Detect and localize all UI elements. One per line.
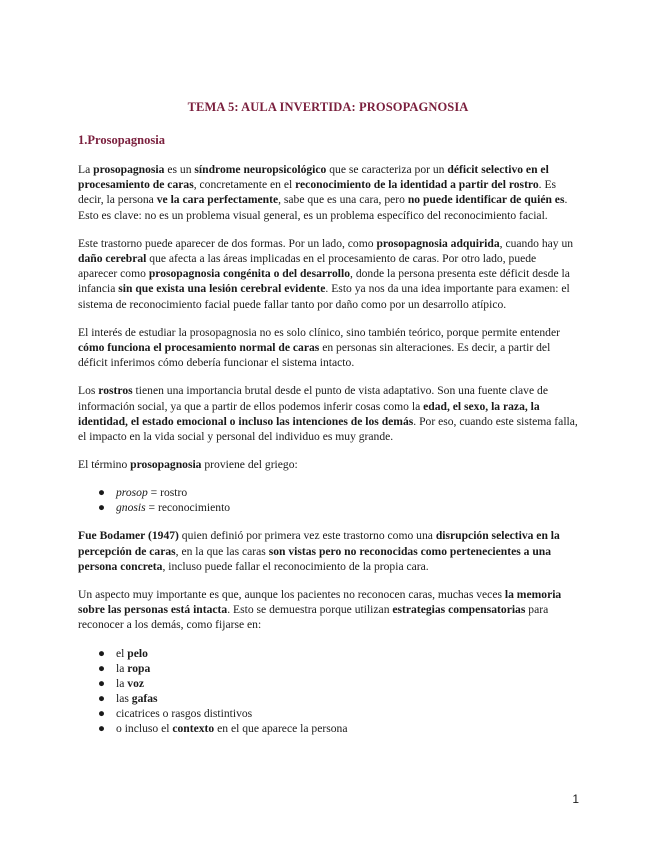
bullet-icon: ● <box>98 661 106 675</box>
list-item: ● prosop = rostro <box>98 486 188 500</box>
bullet-icon: ● <box>98 721 106 735</box>
paragraph-types: Este trastorno puede aparecer de dos formas. Por un lado, como prosopagnosia adquirida, cuando hay un daño cerebral que afecta a las áreas implicadas en el procesamiento de caras. Por otro lado, puede aparecer como prosopagnosia congénita o del desarrollo, donde la persona presenta este déficit desde la infancia sin que exista una lesión cerebral evidente. Esto ya nos da una idea importante para examen: el sistema de reconocimiento facial puede fallar tanto por daño como por un desarrollo atípico. <box>78 236 574 311</box>
section-heading: 1.Prosopagnosia <box>78 133 165 147</box>
paragraph-faces: Los rostros tienen una importancia brutal desde el punto de vista adaptativo. Son una fuente clave de información social, ya que a partir de ellos podemos inferir cosas como la edad, el sexo, la raza, la identidad, el estado emocional o incluso las intenciones de los demás. Por eso, cuando este sistema falla, el impacto en la vida social y personal del individuo es muy grande. <box>78 384 578 444</box>
page-title: TEMA 5: AULA INVERTIDA: PROSOPAGNOSIA <box>187 100 469 114</box>
bullet-icon: ● <box>98 676 106 690</box>
bullet-icon: ● <box>98 646 106 660</box>
list-item: ● cicatrices o rasgos distintivos <box>98 706 253 720</box>
paragraph-term: El término prosopagnosia proviene del griego: <box>78 458 298 472</box>
list-item: ● o incluso el contexto en el que aparece la persona <box>98 721 348 735</box>
paragraph-interest: El interés de estudiar la prosopagnosia no es solo clínico, sino también teórico, porque permite entender cómo funciona el procesamiento normal de caras en personas sin alteraciones. Es decir, a partir del déficit inferimos cómo debería funcionar el sistema intacto. <box>78 325 560 370</box>
list-item: ● el pelo <box>98 646 148 660</box>
document-page <box>78 100 578 749</box>
paragraph-bodamer: Fue Bodamer (1947) quien definió por primera vez este trastorno como una disrupción selectiva en la percepción de caras, en la que las caras son vistas pero no reconocidas como pertenecientes a una persona concreta, incluso puede fallar el reconocimiento de la propia cara. <box>78 529 560 573</box>
strategies-list <box>78 646 578 736</box>
list-item: ● las gafas <box>98 691 158 705</box>
bullet-icon: ● <box>98 691 106 705</box>
etymology-list <box>78 485 578 515</box>
bullet-icon: ● <box>98 501 106 515</box>
list-item: ● la voz <box>98 676 145 690</box>
page-number: 1 <box>572 792 579 806</box>
list-item: ● la ropa <box>98 661 151 675</box>
paragraph-memory: Un aspecto muy importante es que, aunque los pacientes no reconocen caras, muchas veces la memoria sobre las personas está intacta. Esto se demuestra porque utilizan estrategias compensatorias para reconocer a los demás, como fijarse en: <box>78 588 562 632</box>
paragraph-definition: La prosopagnosia es un síndrome neuropsicológico que se caracteriza por un déficit selectivo en el procesamiento de caras, concretamente en el reconocimiento de la identidad a partir del rostro. Es decir, la persona ve la cara perfectamente, sabe que es una cara, pero no puede identificar de quién es. Esto es clave: no es un problema visual general, es un problema específico del reconocimiento facial. <box>78 163 568 222</box>
bullet-icon: ● <box>98 706 106 720</box>
list-item: ● gnosis = reconocimiento <box>98 501 231 515</box>
bullet-icon: ● <box>98 486 106 500</box>
